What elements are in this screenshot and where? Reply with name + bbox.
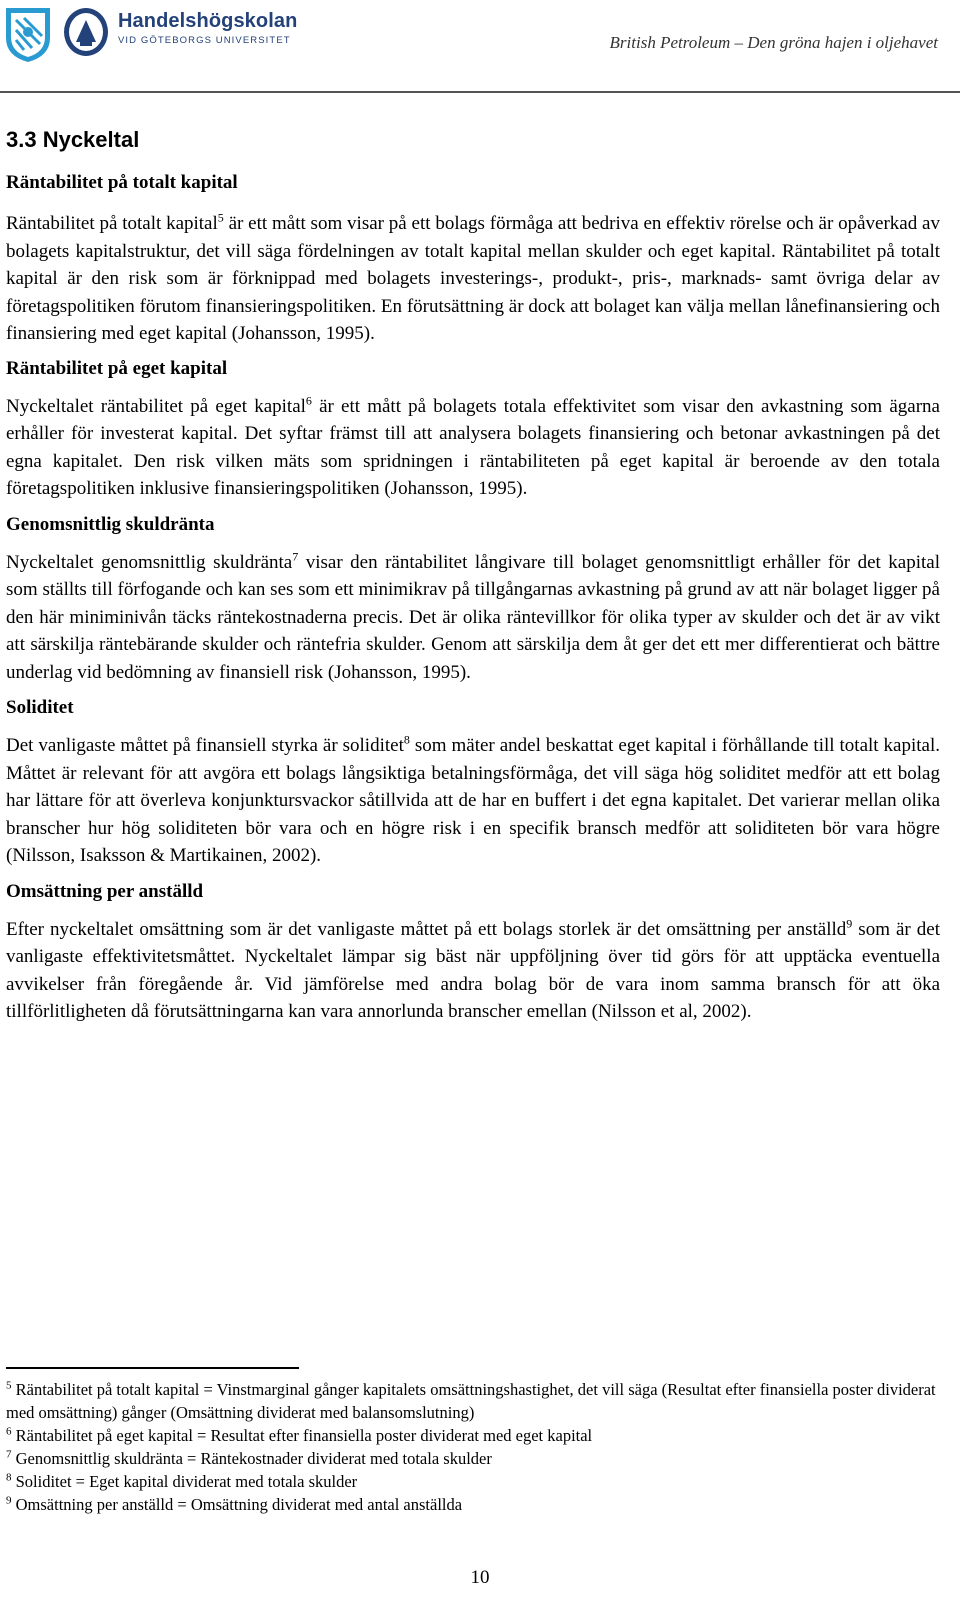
text: som är det vanligaste effektivitetsmåttet. Nyckeltalet lämpar sig bäst när uppföljning över tid görs för att upptäcka eventuella avvikelser från föregående år. Vid jämförelse med andra bolag bör de vara inom samma bransch för att öka tillförlitligheten då förutsättningarna kan vara annorlunda branscher emellan (Nilsson et al, 2002). bbox=[6, 918, 940, 1022]
footnote-number: 6 bbox=[6, 1425, 12, 1438]
text: Räntabilitet på totalt kapital bbox=[6, 213, 218, 234]
paragraph-solidity bbox=[6, 732, 940, 870]
page-number: 10 bbox=[470, 1567, 490, 1588]
paragraph-equity bbox=[6, 393, 940, 503]
text: Det vanligaste måttet på finansiell styrka är soliditet bbox=[6, 735, 404, 756]
footnote-ref: 7 bbox=[292, 549, 299, 564]
subheading-total-capital: Räntabilitet på totalt kapital bbox=[6, 172, 238, 193]
main-content bbox=[6, 126, 940, 1026]
university-seal-icon bbox=[2, 4, 54, 64]
footnote-number: 9 bbox=[6, 1494, 12, 1507]
footnote-number: 7 bbox=[6, 1448, 12, 1461]
footnote-ref: 9 bbox=[846, 916, 853, 931]
subheading-solidity: Soliditet bbox=[6, 697, 74, 718]
text: Nyckeltalet räntabilitet på eget kapital bbox=[6, 395, 306, 417]
paragraph-debt-rate bbox=[6, 549, 940, 687]
footnote-ref: 8 bbox=[403, 732, 410, 747]
footnote-number: 8 bbox=[6, 1471, 12, 1484]
running-head: British Petroleum – Den gröna hajen i oljehavet bbox=[609, 33, 938, 52]
footnote-text: Genomsnittlig skuldränta = Räntekostnader dividerat med totala skulder bbox=[11, 1449, 492, 1468]
text: Efter nyckeltalet omsättning som är det vanligaste måttet på ett bolags storlek är det omsättning per anställd bbox=[6, 918, 847, 940]
paragraph-total-capital bbox=[6, 210, 940, 348]
footnote-ref: 5 bbox=[217, 210, 224, 225]
footnote-ref: 6 bbox=[305, 393, 312, 408]
footnote-text: Soliditet = Eget kapital dividerat med totala skulder bbox=[11, 1472, 358, 1491]
subheading-revenue-per-employee: Omsättning per anställd bbox=[6, 880, 204, 902]
footnote-7 bbox=[6, 1447, 940, 1470]
footnote-number: 5 bbox=[6, 1379, 12, 1392]
footnote-divider bbox=[6, 1367, 299, 1369]
text: är ett mått som visar på ett bolags förmåga att bedriva en effektiv rörelse och är opåverkad av bolagets kapitalstruktur, det vill säga fördelningen av totalt kapital mellan skulder och eget kapital. Räntabilitet på totalt kapital är den risk som är förknippad med bolagets investerings-, produkt-, pris-, marknads- samt övriga delar av företagspolitiken förutom finansieringspolitiken. En förutsättning är dock att bolaget kan välja mellan lånefinansiering och finansiering med eget kapital (Johansson, 1995). bbox=[6, 213, 940, 344]
text: är ett mått på bolagets totala effektivitet som visar den avkastning som ägarna erhåller för investerat kapital. Det syftar främst till att analysera bolagets finansiering och betonar avkastningen på det egna kapitalet. Den risk vilken mäts som spridningen i räntabiliteten på eget kapital är beroende av den totala företagspolitiken inklusive finansieringspolitiken (Johansson, 1995). bbox=[6, 395, 940, 499]
header-divider bbox=[0, 91, 960, 93]
footnotes bbox=[6, 1378, 940, 1516]
crest-icon bbox=[62, 6, 110, 58]
footnote-8 bbox=[6, 1470, 940, 1493]
footnote-9 bbox=[6, 1493, 940, 1516]
footnote-text: Räntabilitet på eget kapital = Resultat efter finansiella poster dividerat med eget kapital bbox=[11, 1426, 593, 1445]
page-header bbox=[0, 0, 960, 70]
footnote-text: Räntabilitet på totalt kapital = Vinstmarginal gånger kapitalets omsättningshastighet, det vill säga (Resultat efter finansiella poster dividerat med omsättning) gånger (Omsättning dividerat med balansomslutning) bbox=[6, 1380, 936, 1422]
footnote-5 bbox=[6, 1378, 940, 1424]
brand-block bbox=[118, 9, 298, 46]
subheading-debt-rate: Genomsnittlig skuldränta bbox=[6, 513, 215, 535]
text: visar den räntabilitet långivare till bolaget genomsnittligt erhåller för det kapital som ställts till förfogande och kan ses som ett minimikrav på tillgångarnas avkastning på grund av att när bolaget ligger på den här miniminivån täcks räntekostnaderna precis. Det är olika räntevillkor för olika typer av skulder och det är av vikt att särskilja räntebärande skulder och räntefria skulder. Genom att särskilja dem åt ger det ett mer differentierat och bättre underlag vid bedömning av finansiell risk (Johansson, 1995). bbox=[6, 551, 940, 683]
brand-subtitle: VID GÖTEBORGS UNIVERSITET bbox=[118, 35, 291, 46]
footnote-6 bbox=[6, 1424, 940, 1447]
section-title: 3.3 Nyckeltal bbox=[6, 127, 140, 152]
footnote-text: Omsättning per anställd = Omsättning dividerat med antal anställda bbox=[11, 1495, 463, 1514]
text: Nyckeltalet genomsnittlig skuldränta bbox=[6, 551, 293, 573]
brand-name: Handelshögskolan bbox=[118, 10, 298, 32]
subheading-equity: Räntabilitet på eget kapital bbox=[6, 357, 228, 379]
paragraph-revenue-per-employee bbox=[6, 916, 940, 1026]
text: som mäter andel beskattat eget kapital i förhållande till totalt kapital. Måttet är relevant för att avgöra ett bolags långsiktiga betalningsförmåga, det vill säga hög soliditet medför att ett bolag har lättare för att överleva konjunktursvackor såtillvida att de har en buffert i det egna kapitalet. Det varierar mellan olika branscher hur hög soliditeten bör vara och en högre risk i en specifik bransch medför att soliditeten bör vara högre (Nilsson, Isaksson & Martikainen, 2002). bbox=[6, 735, 940, 866]
